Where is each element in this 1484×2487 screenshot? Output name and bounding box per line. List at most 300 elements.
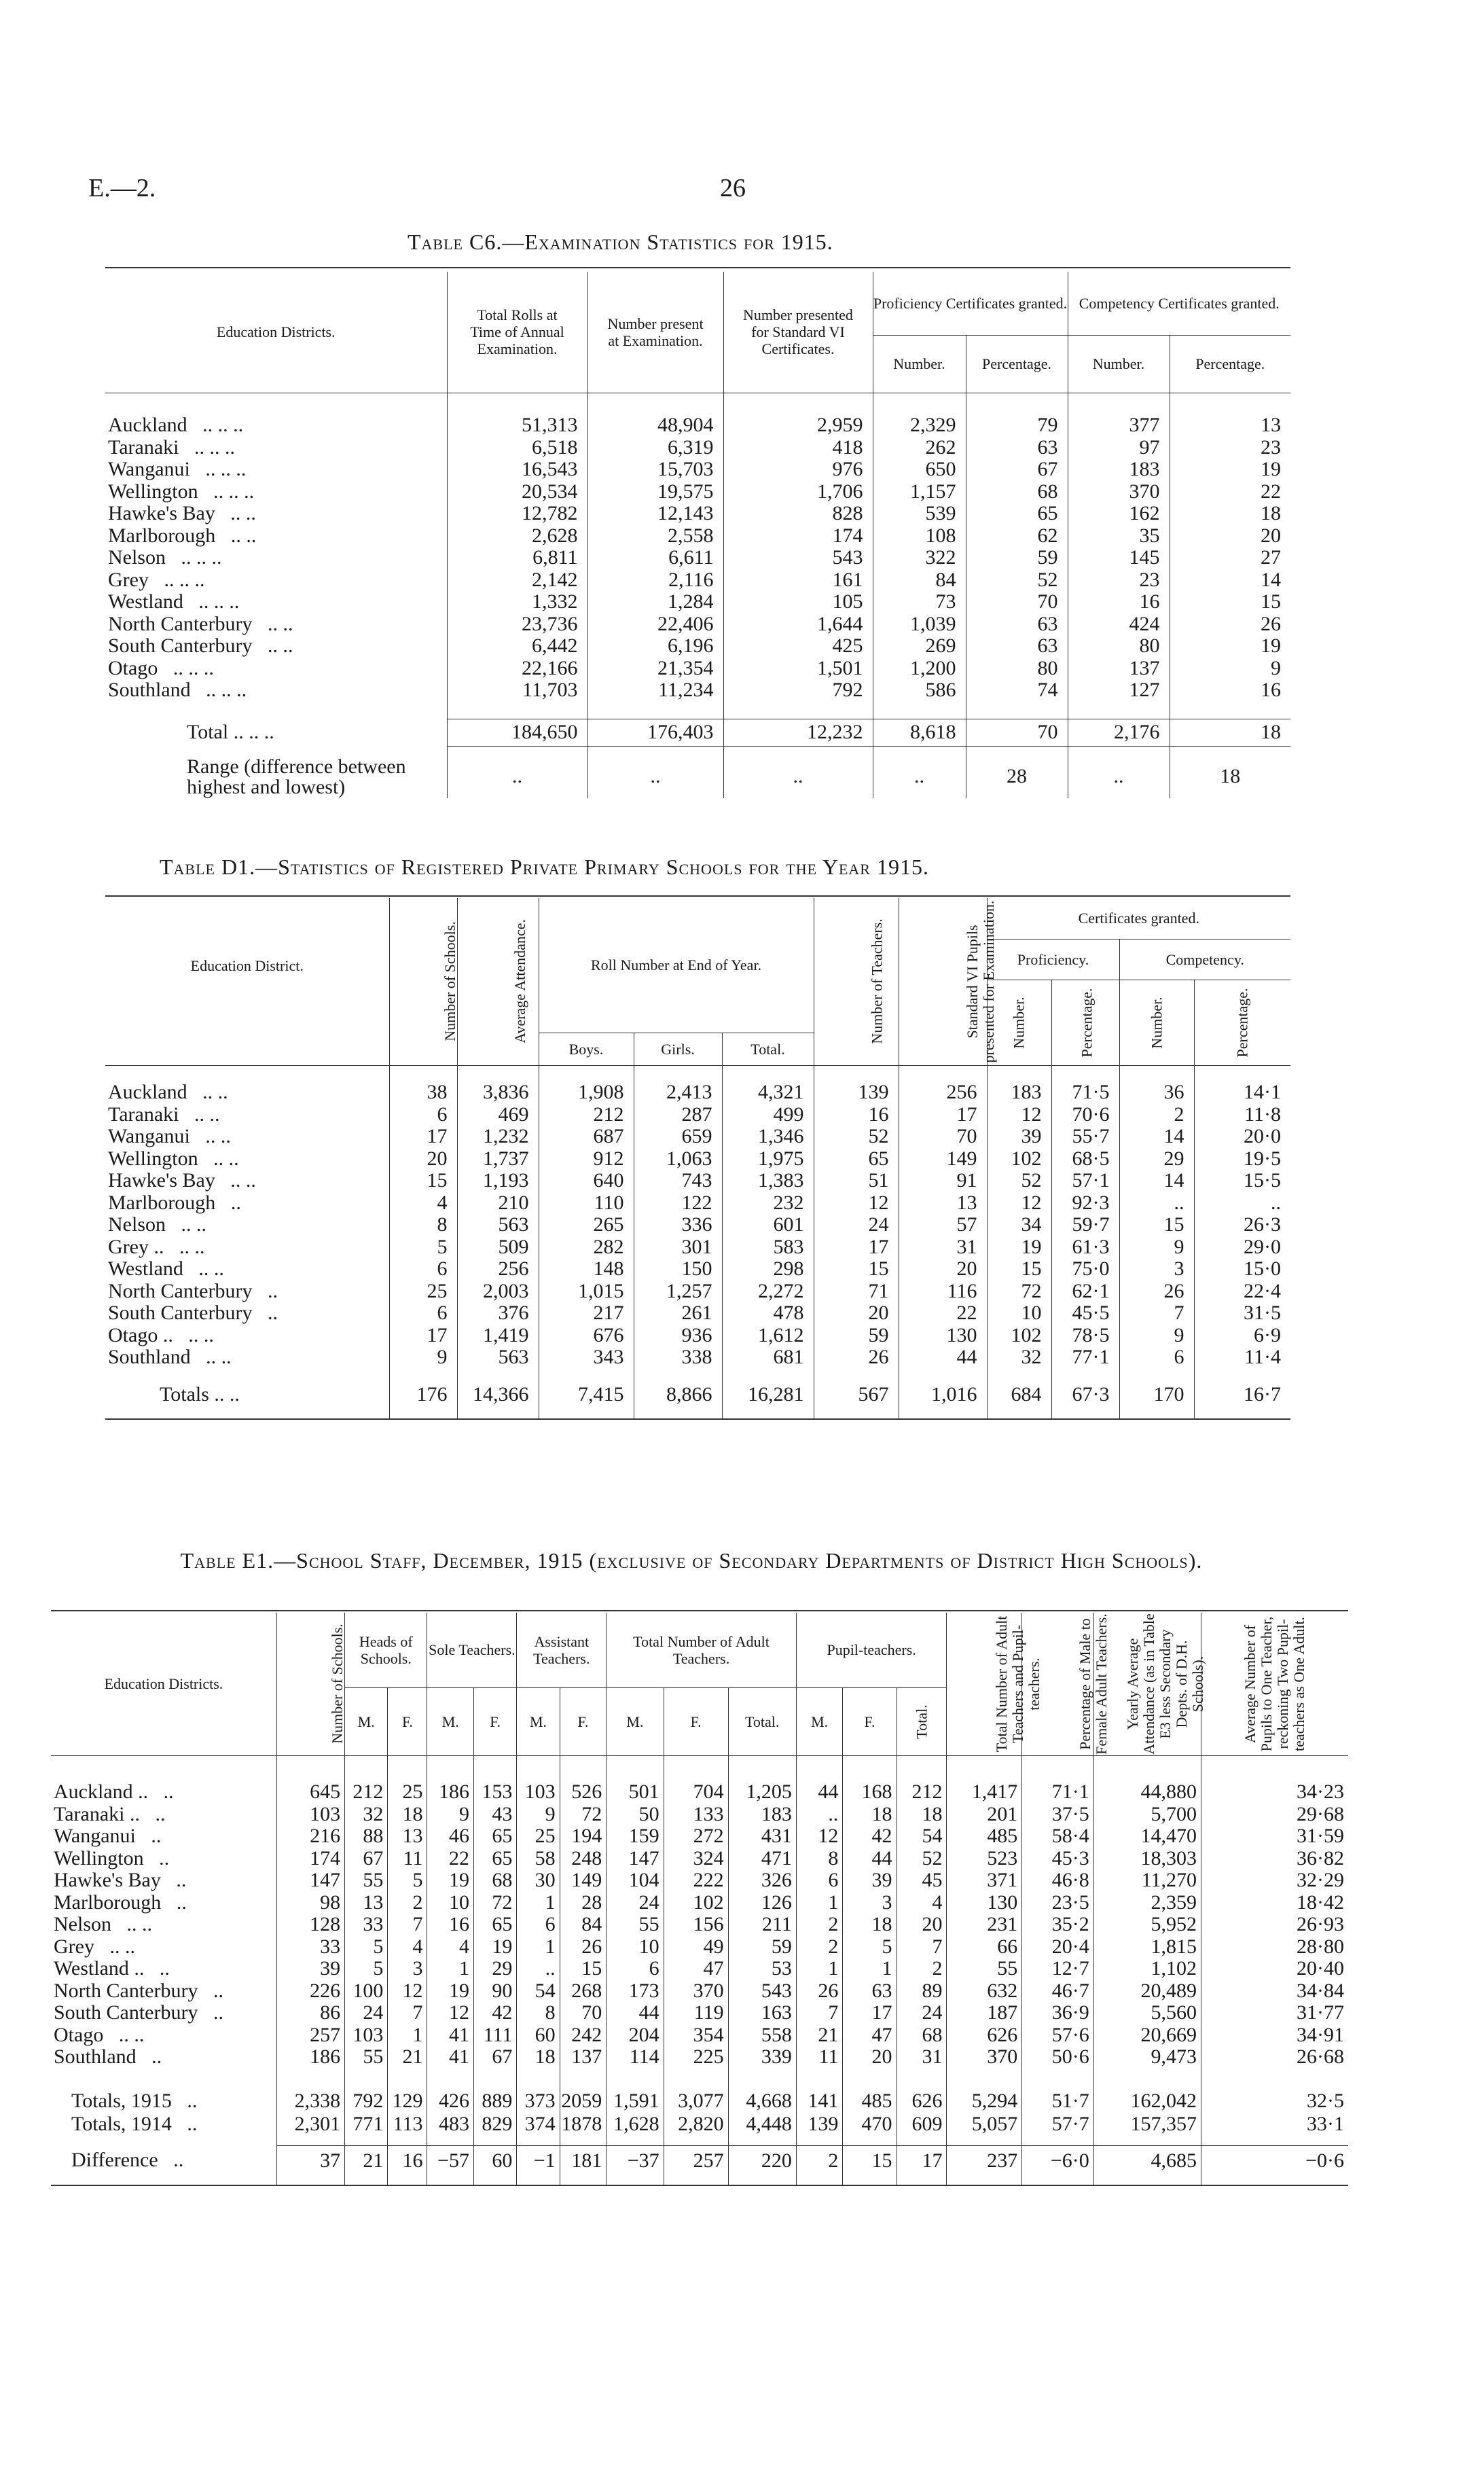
cell-att: 5,952: [1093, 1914, 1201, 1936]
cell-cn: 16: [1068, 591, 1170, 613]
district-name: Hawke's Bay .. ..: [108, 502, 256, 524]
table-row: [51, 1958, 1348, 1980]
cell-all: 626: [947, 2024, 1022, 2047]
c6-header-prof-number: Number.: [873, 335, 966, 393]
cell-hf: 1: [388, 2024, 427, 2047]
cell-sf: 67: [474, 2046, 517, 2069]
cell-cn: 127: [1068, 679, 1170, 702]
cell-present: 12,143: [587, 503, 723, 525]
cell-sm: 426: [427, 2090, 474, 2113]
leader-dots: .. .. ..: [206, 679, 247, 701]
leader-dots: .. ..: [230, 1169, 256, 1192]
cell-cn: 29: [1119, 1148, 1194, 1170]
cell-tm: 501: [607, 1781, 664, 1804]
d1-header-boys: Boys.: [539, 1033, 634, 1065]
cell-sm: 41: [427, 2024, 474, 2047]
cell-pn: 32: [987, 1346, 1051, 1369]
cell-am: 103: [517, 1781, 560, 1804]
cell-cp: 20·0: [1194, 1126, 1290, 1148]
cell-pp: 59: [966, 547, 1068, 569]
cell-pt: 45: [897, 1869, 947, 1892]
table-row: [105, 1281, 1290, 1303]
cell-rolls: 6,442: [447, 635, 587, 658]
cell-total: 583: [722, 1236, 814, 1259]
table-row: [105, 569, 1290, 592]
cell-tt: 431: [728, 1825, 796, 1848]
cell-tf: 222: [664, 1869, 728, 1892]
cell-hf: 16: [388, 2146, 427, 2176]
leader-dots: .. ..: [205, 1125, 231, 1147]
e1-header-pupil-total: Total.: [897, 1687, 947, 1755]
range-row: [105, 756, 1290, 798]
cell-att: 1,102: [1093, 1958, 1201, 1980]
cell-tm: 159: [607, 1825, 664, 1848]
table-row: [105, 679, 1290, 702]
cell-hf: 7: [388, 1914, 427, 1936]
district-name: Southland .. .. ..: [108, 679, 247, 701]
cell-std6: 13: [899, 1192, 987, 1215]
cell-am: 18: [517, 2046, 560, 2069]
cell-tf: 2,820: [664, 2113, 728, 2136]
cell-att: 11,270: [1093, 1869, 1201, 1892]
cell-all: 1,417: [947, 1781, 1022, 1804]
d1-header-comp-pct: Percentage.: [1194, 980, 1290, 1065]
cell-girls: 287: [634, 1104, 722, 1126]
district-name: Westland .. ..: [108, 1257, 224, 1280]
cell-att: 2,003: [457, 1281, 539, 1303]
cell-pn: 1,200: [873, 658, 966, 680]
district-name: Wanganui ..: [54, 1825, 162, 1847]
cell-presented: 418: [723, 437, 873, 459]
cell-tf: 49: [664, 1936, 728, 1958]
district-name: Auckland .. ..: [108, 1081, 228, 1103]
cell-cp: 31·5: [1194, 1302, 1290, 1325]
cell-hf: 25: [388, 1781, 427, 1804]
cell-cn: 2: [1119, 1104, 1194, 1126]
cell-pm: 141: [796, 2090, 843, 2113]
table-row: [51, 1781, 1348, 1804]
cell-af: 1878: [560, 2113, 607, 2136]
cell-girls: 8,866: [634, 1381, 722, 1410]
cell-presented: 792: [723, 679, 873, 702]
cell-sf: 90: [474, 1980, 517, 2003]
cell-pm: 11: [796, 2046, 843, 2069]
cell-hf: 12: [388, 1980, 427, 2003]
d1-header-schools: Number of Schools.: [389, 898, 457, 1065]
leader-dots: ..: [163, 1781, 174, 1803]
cell-boys: 265: [539, 1214, 634, 1236]
cell-af: 248: [560, 1848, 607, 1870]
e1-header-heads-f: F.: [388, 1687, 427, 1755]
cell-tt: 326: [728, 1869, 796, 1892]
cell-tm: −37: [607, 2146, 664, 2176]
table-row: [105, 1170, 1290, 1192]
cell-schools: 6: [389, 1258, 457, 1281]
cell-cn: 137: [1068, 658, 1170, 680]
cell-pf: 5: [843, 1936, 897, 1958]
cell-af: 70: [560, 2002, 607, 2024]
district-name: Grey .. .. ..: [108, 568, 205, 591]
cell-af: 26: [560, 1936, 607, 1958]
cell-std6: 22: [899, 1302, 987, 1325]
leader-dots: ..: [176, 1891, 187, 1914]
cell-sf: 65: [474, 1848, 517, 1870]
cell-teachers: 65: [814, 1148, 899, 1170]
cell-tm: 6: [607, 1958, 664, 1980]
cell-cp: 14·1: [1194, 1081, 1290, 1104]
table-row: [51, 1848, 1348, 1870]
cell-cp: 16: [1170, 679, 1290, 702]
cell-present: 48,904: [587, 414, 723, 437]
cell-pp: 70·6: [1051, 1104, 1119, 1126]
cell-pp: 63: [966, 613, 1068, 636]
cell-girls: 336: [634, 1214, 722, 1236]
cell-af: 242: [560, 2024, 607, 2047]
cell-presented: 105: [723, 591, 873, 613]
cell-std6: 116: [899, 1281, 987, 1303]
cell-cn: 14: [1119, 1126, 1194, 1148]
cell-cn: 9: [1119, 1325, 1194, 1347]
cell-sm: 12: [427, 2002, 474, 2024]
cell-tm: 24: [607, 1892, 664, 1914]
cell-tf: 354: [664, 2024, 728, 2047]
cell-tt: 53: [728, 1958, 796, 1980]
district-name: Nelson .. ..: [54, 1913, 152, 1935]
cell-avg: 20·40: [1201, 1958, 1349, 1980]
cell-schools: 98: [276, 1892, 344, 1914]
cell-present: ..: [587, 756, 723, 798]
cell-hm: 55: [345, 1869, 388, 1892]
cell-att: 2,359: [1093, 1892, 1201, 1914]
cell-tt: 543: [728, 1980, 796, 2003]
total-label: Total .. .. ..: [187, 721, 274, 744]
cell-pp: 74: [966, 679, 1068, 702]
cell-hf: 21: [388, 2046, 427, 2069]
district-name: Taranaki .. ..: [54, 1802, 166, 1825]
row-label: Difference ..: [71, 2149, 184, 2172]
district-name: Nelson .. .. ..: [108, 546, 222, 569]
cell-std6: 44: [899, 1346, 987, 1369]
cell-girls: 2,413: [634, 1081, 722, 1104]
cell-girls: 659: [634, 1126, 722, 1148]
e1-header-district: Education Districts.: [104, 1675, 223, 1693]
cell-am: 58: [517, 1848, 560, 1870]
leader-dots: .. ..: [230, 502, 256, 524]
cell-tt: 558: [728, 2024, 796, 2047]
cell-hm: 33: [345, 1914, 388, 1936]
cell-att: 20,489: [1093, 1980, 1201, 2003]
cell-all: 5,057: [947, 2113, 1022, 2136]
cell-schools: 37: [276, 2146, 344, 2176]
cell-std6: 149: [899, 1148, 987, 1170]
cell-af: 72: [560, 1804, 607, 1826]
d1-header-girls: Girls.: [634, 1033, 722, 1065]
cell-boys: 687: [539, 1126, 634, 1148]
cell-am: 8: [517, 2002, 560, 2024]
cell-am: 373: [517, 2090, 560, 2113]
cell-schools: 6: [389, 1104, 457, 1126]
district-name: Wanganui .. .. ..: [108, 458, 247, 480]
cell-pn: 650: [873, 459, 966, 481]
cell-teachers: 15: [814, 1258, 899, 1281]
cell-tm: 44: [607, 2002, 664, 2024]
cell-pn: 102: [987, 1148, 1051, 1170]
cell-att: 1,419: [457, 1325, 539, 1347]
cell-sm: 46: [427, 1825, 474, 1848]
leader-dots: ..: [173, 2149, 184, 2172]
leader-dots: ..: [213, 2001, 223, 2024]
table-row: [105, 1258, 1290, 1281]
cell-schools: 147: [276, 1869, 344, 1892]
cell-cn: 3: [1119, 1258, 1194, 1281]
leader-dots: .. .. ..: [164, 568, 205, 591]
cell-pct: 37·5: [1022, 1804, 1094, 1826]
cell-hm: 24: [345, 2002, 388, 2024]
cell-att: 469: [457, 1104, 539, 1126]
cell-present: 1,284: [587, 591, 723, 613]
cell-present: 176,403: [587, 719, 723, 747]
cell-rolls: 23,736: [447, 613, 587, 636]
e1-header-sole: Sole Teachers.: [427, 1613, 517, 1687]
cell-att: 1,737: [457, 1148, 539, 1170]
cell-am: 1: [517, 1892, 560, 1914]
cell-af: 526: [560, 1781, 607, 1804]
cell-cn: 377: [1068, 414, 1170, 437]
cell-att: 210: [457, 1192, 539, 1215]
cell-tt: 339: [728, 2046, 796, 2069]
cell-att: 509: [457, 1236, 539, 1259]
cell-sm: 1: [427, 1958, 474, 1980]
district-name: Westland .. ..: [54, 1957, 170, 1980]
cell-pct: 71·1: [1022, 1781, 1094, 1804]
cell-teachers: 20: [814, 1302, 899, 1325]
total-label: Totals .. ..: [160, 1383, 240, 1406]
cell-cp: 26: [1170, 613, 1290, 636]
e1-header-heads-m: M.: [345, 1687, 388, 1755]
c6-header-proficiency: Proficiency Certificates granted.: [873, 272, 1068, 335]
table-row: [51, 1936, 1348, 1958]
cell-sm: 4: [427, 1936, 474, 1958]
table-row: [105, 1325, 1290, 1347]
cell-teachers: 16: [814, 1104, 899, 1126]
cell-avg: 32·29: [1201, 1869, 1349, 1892]
cell-pf: 42: [843, 1825, 897, 1848]
cell-af: 137: [560, 2046, 607, 2069]
table-d1-title: Table D1.—Statistics of Registered Private Primary Schools for the Year 1915.: [160, 855, 929, 879]
cell-att: 162,042: [1093, 2090, 1201, 2113]
cell-pn: 12: [987, 1104, 1051, 1126]
cell-tt: 4,448: [728, 2113, 796, 2136]
cell-std6: 17: [899, 1104, 987, 1126]
leader-dots: .. ..: [179, 1235, 205, 1258]
cell-boys: 212: [539, 1104, 634, 1126]
c6-header-present: Number present at Examination.: [587, 272, 723, 393]
district-name: Hawke's Bay ..: [54, 1869, 187, 1891]
cell-std6: 91: [899, 1170, 987, 1192]
cell-avg: 32·5: [1201, 2090, 1349, 2113]
cell-total: 1,383: [722, 1170, 814, 1192]
leader-dots: .. ..: [213, 1147, 239, 1170]
d1-header-competency: Competency.: [1119, 939, 1290, 980]
cell-present: 6,611: [587, 547, 723, 569]
cell-rolls: 22,166: [447, 658, 587, 680]
cell-tt: 126: [728, 1892, 796, 1914]
cell-all: 632: [947, 1980, 1022, 2003]
cell-schools: 6: [389, 1302, 457, 1325]
e1-header-total-all: Total Number of Adult Teachers and Pupil-teachers.: [947, 1613, 1022, 1755]
cell-pt: 68: [897, 2024, 947, 2047]
cell-att: 5,700: [1093, 1804, 1201, 1826]
e1-header-adult-f: F.: [664, 1687, 728, 1755]
cell-pp: 28: [966, 756, 1068, 798]
cell-pf: 47: [843, 2024, 897, 2047]
table-c6-title: Table C6.—Examination Statistics for 1915.: [408, 230, 833, 254]
e1-header-adult-m: M.: [607, 1687, 664, 1755]
cell-pct: 46·8: [1022, 1869, 1094, 1892]
cell-present: 6,196: [587, 635, 723, 658]
district-name: South Canterbury ..: [54, 2001, 223, 2024]
cell-sf: 29: [474, 1958, 517, 1980]
cell-sf: 42: [474, 2002, 517, 2024]
cell-girls: 150: [634, 1258, 722, 1281]
cell-cp: 27: [1170, 547, 1290, 569]
cell-pn: 1,157: [873, 481, 966, 503]
leader-dots: ..: [176, 1869, 187, 1891]
cell-sf: 72: [474, 1892, 517, 1914]
c6-header-comp-number: Number.: [1068, 335, 1170, 393]
cell-girls: 1,257: [634, 1281, 722, 1303]
cell-pct: 45·3: [1022, 1848, 1094, 1870]
district-name: South Canterbury ..: [108, 1302, 278, 1324]
cell-pn: 15: [987, 1258, 1051, 1281]
cell-pt: 2: [897, 1958, 947, 1980]
cell-pct: 50·6: [1022, 2046, 1094, 2069]
cell-pn: 102: [987, 1325, 1051, 1347]
cell-pn: 39: [987, 1126, 1051, 1148]
cell-teachers: 567: [814, 1381, 899, 1410]
cell-sf: 65: [474, 1914, 517, 1936]
cell-schools: 5: [389, 1236, 457, 1259]
cell-am: 54: [517, 1980, 560, 2003]
cell-pn: ..: [873, 756, 966, 798]
cell-cp: 20: [1170, 525, 1290, 548]
cell-cn: 6: [1119, 1346, 1194, 1369]
cell-pn: 73: [873, 591, 966, 613]
range-label: Range (difference between highest and lowest): [187, 755, 406, 798]
cell-tm: 10: [607, 1936, 664, 1958]
district-name: Wellington ..: [54, 1846, 170, 1869]
cell-hm: 100: [345, 1980, 388, 2003]
leader-dots: ..: [213, 1979, 223, 2002]
cell-pt: 89: [897, 1980, 947, 2003]
cell-rolls: 1,332: [447, 591, 587, 613]
cell-sm: 22: [427, 1848, 474, 1870]
cell-std6: 57: [899, 1214, 987, 1236]
district-name: Wanganui .. ..: [108, 1125, 231, 1147]
cell-pm: 2: [796, 1936, 843, 1958]
cell-pt: 18: [897, 1804, 947, 1826]
cell-pp: 68·5: [1051, 1148, 1119, 1170]
cell-pm: 139: [796, 2113, 843, 2136]
cell-total: 1,346: [722, 1126, 814, 1148]
cell-sm: 16: [427, 1914, 474, 1936]
cell-pf: 44: [843, 1848, 897, 1870]
e1-header-sole-f: F.: [474, 1687, 517, 1755]
cell-tm: 104: [607, 1869, 664, 1892]
cell-pn: 684: [987, 1381, 1051, 1410]
cell-cp: 14: [1170, 569, 1290, 592]
cell-presented: 174: [723, 525, 873, 548]
cell-total: 601: [722, 1214, 814, 1236]
cell-rolls: 6,811: [447, 547, 587, 569]
cell-avg: 18·42: [1201, 1892, 1349, 1914]
district-name: Taranaki .. ..: [108, 1103, 220, 1126]
cell-pn: 539: [873, 503, 966, 525]
cell-boys: 7,415: [539, 1381, 634, 1410]
cell-att: 5,560: [1093, 2002, 1201, 2024]
cell-all: 485: [947, 1825, 1022, 1848]
cell-hm: 13: [345, 1892, 388, 1914]
cell-cp: 11·8: [1194, 1104, 1290, 1126]
cell-pct: 35·2: [1022, 1914, 1094, 1936]
leader-dots: ..: [151, 2045, 162, 2068]
cell-pn: 262: [873, 437, 966, 459]
cell-am: −1: [517, 2146, 560, 2176]
cell-pp: 52: [966, 569, 1068, 592]
table-d1: [105, 898, 1290, 1420]
cell-sm: 9: [427, 1804, 474, 1826]
cell-boys: 343: [539, 1346, 634, 1369]
district-name: Taranaki .. .. ..: [108, 435, 236, 459]
cell-schools: 226: [276, 1980, 344, 2003]
district-name: Wellington .. .. ..: [108, 480, 255, 503]
cell-pct: 36·9: [1022, 2002, 1094, 2024]
cell-hm: 212: [345, 1781, 388, 1804]
cell-present: 2,116: [587, 569, 723, 592]
leader-dots: .. .. ..: [198, 590, 240, 613]
cell-pct: 20·4: [1022, 1936, 1094, 1958]
cell-af: 15: [560, 1958, 607, 1980]
cell-cp: 15: [1170, 591, 1290, 613]
table-row: [51, 2046, 1348, 2069]
cell-presented: 976: [723, 459, 873, 481]
cell-pt: 212: [897, 1781, 947, 1804]
cell-sm: 19: [427, 1869, 474, 1892]
leader-dots: .. ..: [230, 524, 257, 547]
cell-boys: 217: [539, 1302, 634, 1325]
cell-teachers: 12: [814, 1192, 899, 1215]
cell-boys: 640: [539, 1170, 634, 1192]
cell-cn: ..: [1068, 756, 1170, 798]
cell-pct: 58·4: [1022, 1825, 1094, 1848]
cell-am: 6: [517, 1914, 560, 1936]
table-e1: [51, 1613, 1348, 2186]
cell-teachers: 71: [814, 1281, 899, 1303]
e1-header-pupil-f: F.: [843, 1687, 897, 1755]
cell-cp: 16·7: [1194, 1381, 1290, 1410]
cell-af: 28: [560, 1892, 607, 1914]
cell-tm: 204: [607, 2024, 664, 2047]
cell-tm: 114: [607, 2046, 664, 2069]
cell-hm: 5: [345, 1958, 388, 1980]
district-name: North Canterbury ..: [108, 1279, 278, 1302]
cell-pp: 92·3: [1051, 1192, 1119, 1215]
cell-tf: 704: [664, 1781, 728, 1804]
cell-cn: 183: [1068, 459, 1170, 481]
district-name: Auckland .. ..: [54, 1781, 174, 1803]
cell-schools: 17: [389, 1325, 457, 1347]
cell-tf: 3,077: [664, 2090, 728, 2113]
